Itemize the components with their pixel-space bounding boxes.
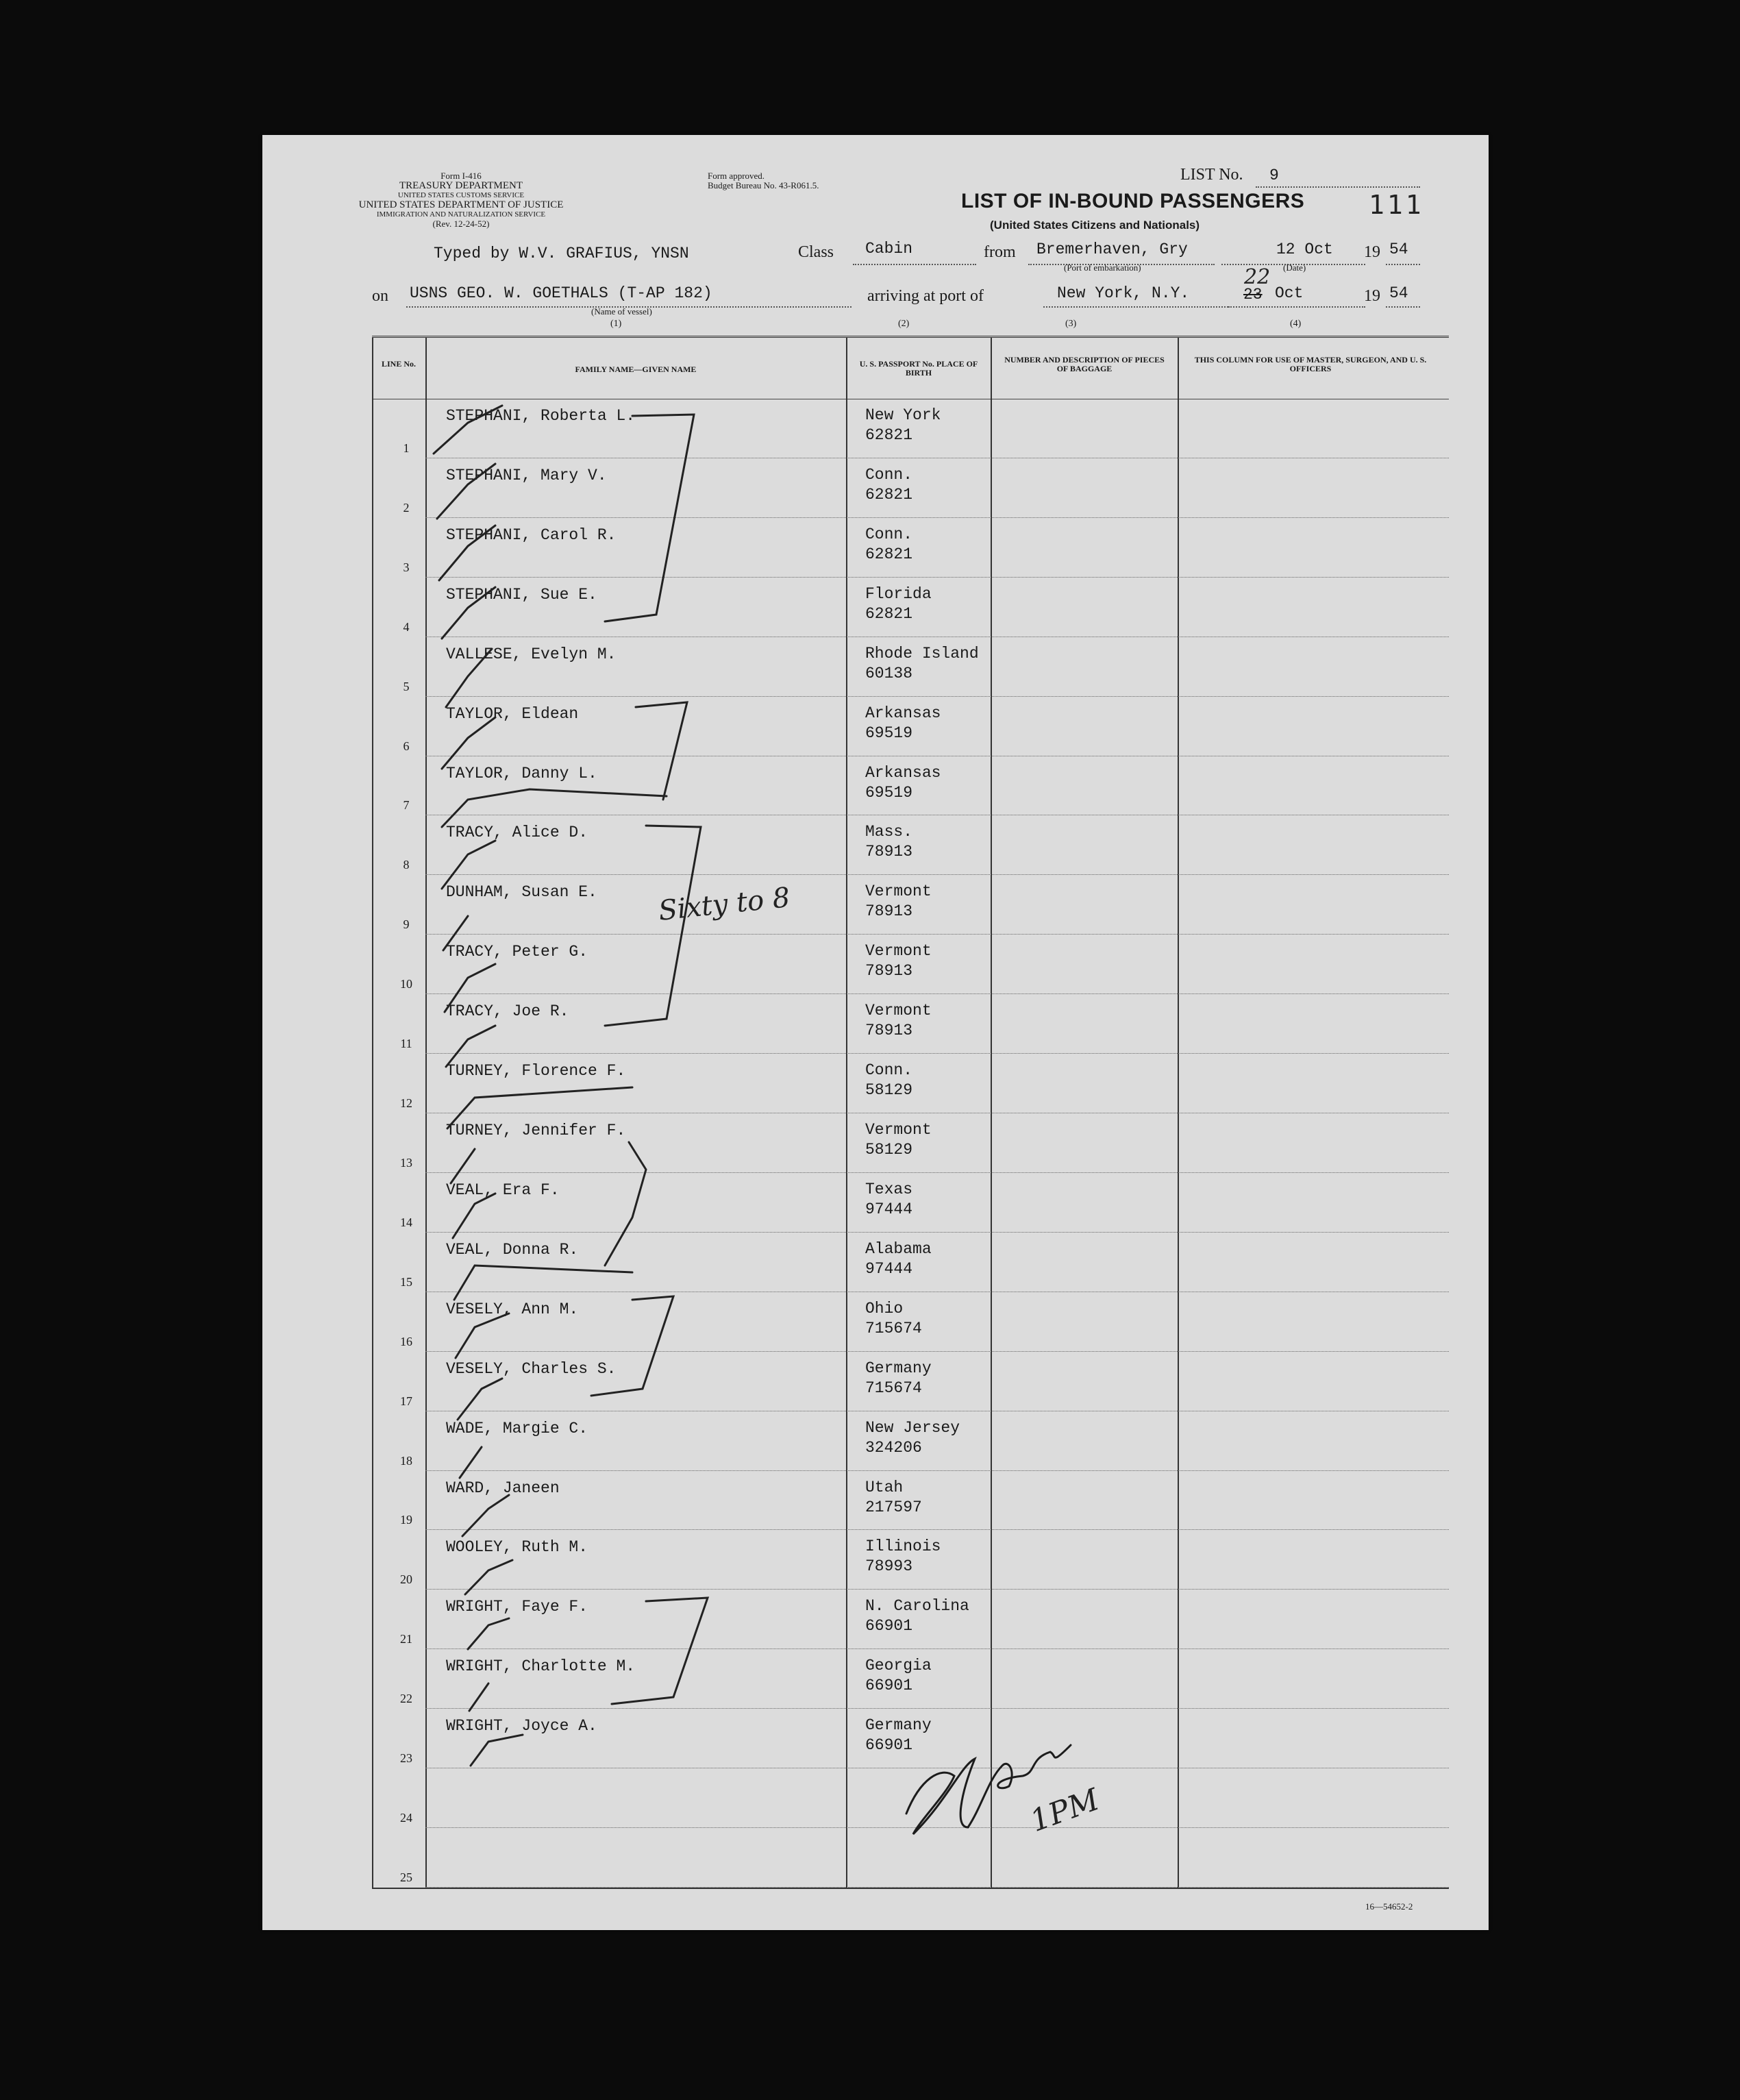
embark-caption: (Port of embarkation) [1064, 262, 1141, 273]
class-value: Cabin [865, 240, 913, 258]
departure-date: 12 Oct [1276, 240, 1333, 258]
passport-number: 715674 [865, 1319, 922, 1337]
passport-number: 62821 [865, 426, 913, 444]
manifest-page [262, 135, 1489, 1930]
col-num-3: (3) [1065, 319, 1077, 329]
passenger-name: WARD, Janeen [446, 1479, 560, 1497]
passenger-name: STEPHANI, Mary V. [446, 466, 607, 484]
form-number: Form I-416 [440, 171, 482, 181]
line-number: 8 [403, 858, 410, 872]
depart-year-prefix: 19 [1364, 243, 1380, 261]
passport-number: 97444 [865, 1200, 913, 1218]
passenger-name: TURNEY, Jennifer F. [446, 1122, 626, 1140]
place-of-birth: Arkansas [865, 704, 941, 722]
passport-number: 62821 [865, 485, 913, 504]
passenger-name: WOOLEY, Ruth M. [446, 1538, 588, 1557]
passport-number: 62821 [865, 545, 913, 563]
passenger-name: TRACY, Alice D. [446, 824, 588, 842]
passport-number: 217597 [865, 1498, 922, 1516]
col-num-4: (4) [1290, 319, 1302, 329]
line-number: 11 [400, 1037, 412, 1051]
place-of-birth: Vermont [865, 1121, 932, 1139]
line-number: 6 [403, 739, 410, 753]
passport-number: 78993 [865, 1557, 913, 1576]
class-label: Class [798, 243, 834, 261]
header-baggage: NUMBER AND DESCRIPTION OF PIECES OF BAGGAGE [1004, 355, 1165, 373]
passport-number: 58129 [865, 1081, 913, 1100]
passenger-name: DUNHAM, Susan E. [446, 883, 597, 902]
form-title: LIST OF IN-BOUND PASSENGERS [961, 190, 1305, 212]
passport-number: 69519 [865, 724, 913, 742]
revision: (Rev. 12-24-52) [432, 219, 490, 229]
place-of-birth: Germany [865, 1359, 932, 1377]
handwritten-marks [262, 135, 1489, 1930]
place-of-birth: Conn. [865, 1061, 913, 1080]
passport-number: 97444 [865, 1259, 913, 1278]
list-number: 9 [1269, 166, 1279, 184]
place-of-birth: Arkansas [865, 763, 941, 782]
place-of-birth: Conn. [865, 525, 913, 543]
line-number: 3 [403, 560, 410, 574]
form-approved: Form approved. [708, 171, 765, 181]
line-number: 13 [400, 1155, 412, 1170]
arrival-year: 54 [1389, 284, 1408, 302]
passport-number: 715674 [865, 1379, 922, 1397]
line-number: 14 [400, 1215, 412, 1229]
vessel-caption: (Name of vessel) [591, 306, 652, 317]
line-number: 1 [403, 441, 410, 455]
passenger-name: STEPHANI, Sue E. [446, 585, 597, 604]
passport-number: 66901 [865, 1617, 913, 1635]
passport-number: 324206 [865, 1438, 922, 1457]
form-subtitle: (United States Citizens and Nationals) [990, 219, 1200, 232]
passenger-name: VESELY, Ann M. [446, 1300, 579, 1318]
line-number: 18 [400, 1453, 412, 1468]
time-note: 1PM [1026, 1781, 1104, 1840]
line-number: 19 [400, 1513, 412, 1527]
line-number: 17 [400, 1394, 412, 1408]
place-of-birth: New Jersey [865, 1418, 960, 1437]
passenger-name: VESELY, Charles S. [446, 1359, 617, 1378]
header-name: FAMILY NAME—GIVEN NAME [575, 365, 697, 374]
line-number: 9 [403, 917, 410, 932]
passport-number: 78913 [865, 902, 913, 921]
place-of-birth: Conn. [865, 465, 913, 484]
place-of-birth: Georgia [865, 1657, 932, 1675]
passenger-name: TRACY, Peter G. [446, 943, 588, 961]
passenger-name: WRIGHT, Joyce A. [446, 1717, 597, 1735]
passenger-name: TRACY, Joe R. [446, 1002, 569, 1021]
place-of-birth: Rhode Island [865, 644, 979, 663]
line-number: 2 [403, 500, 410, 515]
arriving-label: arriving at port of [867, 287, 984, 305]
line-number: 4 [403, 619, 410, 634]
place-of-birth: Vermont [865, 882, 932, 901]
place-of-birth: Mass. [865, 823, 913, 841]
place-of-birth: New York [865, 406, 941, 424]
passenger-name: WRIGHT, Charlotte M. [446, 1657, 636, 1676]
passport-number: 58129 [865, 1141, 913, 1159]
passenger-name: TAYLOR, Eldean [446, 704, 579, 723]
justice-dept: UNITED STATES DEPARTMENT OF JUSTICE [358, 199, 564, 210]
budget-bureau: Budget Bureau No. 43-R061.5. [708, 180, 819, 190]
passenger-name: TAYLOR, Danny L. [446, 764, 597, 782]
customs-service: UNITED STATES CUSTOMS SERVICE [397, 191, 525, 199]
line-number: 23 [400, 1751, 412, 1766]
header-officers: THIS COLUMN FOR USE OF MASTER, SURGEON, AND U. S. OFFICERS [1194, 355, 1427, 373]
page-number: 111 [1369, 190, 1424, 220]
place-of-birth: Vermont [865, 942, 932, 961]
depart-year: 54 [1389, 240, 1408, 258]
col-num-1: (1) [610, 319, 622, 329]
place-of-birth: Utah [865, 1478, 904, 1496]
line-number: 25 [400, 1870, 412, 1884]
line-number: 16 [400, 1334, 412, 1348]
line-number: 22 [400, 1692, 412, 1706]
header-passport: U. S. PASSPORT No. PLACE OF BIRTH [859, 359, 978, 378]
treasury-dept: TREASURY DEPARTMENT [399, 180, 523, 191]
line-number: 10 [400, 977, 412, 991]
place-of-birth: Ohio [865, 1299, 904, 1318]
line-number: 21 [400, 1632, 412, 1646]
passport-number: 66901 [865, 1736, 913, 1755]
line-number: 5 [403, 679, 410, 693]
passport-number: 66901 [865, 1677, 913, 1695]
arrival-day-handwritten: 22 [1244, 265, 1271, 289]
port-embarkation: Bremerhaven, Gry [1036, 240, 1188, 258]
passport-number: 62821 [865, 604, 913, 623]
arrival-port: New York, N.Y. [1057, 284, 1190, 302]
list-label: LIST No. [1180, 166, 1243, 184]
passenger-name: WRIGHT, Faye F. [446, 1598, 588, 1616]
place-of-birth: Florida [865, 584, 932, 603]
place-of-birth: Illinois [865, 1537, 941, 1556]
passenger-name: TURNEY, Florence F. [446, 1062, 626, 1080]
passport-number: 78913 [865, 962, 913, 980]
typed-by: Typed by W.V. GRAFIUS, YNSN [434, 245, 689, 262]
passport-number: 78913 [865, 843, 913, 861]
from-label: from [984, 243, 1016, 261]
place-of-birth: Alabama [865, 1239, 932, 1258]
date-caption: (Date) [1283, 262, 1306, 273]
passenger-name: WADE, Margie C. [446, 1419, 588, 1437]
passenger-name: VEAL, Era F. [446, 1181, 560, 1199]
line-number: 20 [400, 1572, 412, 1587]
place-of-birth: Germany [865, 1716, 932, 1735]
passport-number: 69519 [865, 783, 913, 802]
passenger-name: STEPHANI, Roberta L. [446, 407, 636, 425]
arrival-year-prefix: 19 [1364, 287, 1380, 305]
vessel-name: USNS GEO. W. GOETHALS (T-AP 182) [410, 284, 712, 302]
form-footer-code: 16—54652-2 [1365, 1901, 1413, 1912]
line-number: 12 [400, 1096, 412, 1111]
arrival-month: Oct [1275, 284, 1304, 302]
passenger-name: STEPHANI, Carol R. [446, 526, 617, 544]
margin-note: Sixty to 8 [657, 882, 792, 927]
passenger-name: VALLESE, Evelyn M. [446, 645, 617, 663]
place-of-birth: Vermont [865, 1002, 932, 1020]
header-line-no: LINE No. [381, 359, 416, 369]
line-number: 7 [403, 798, 410, 813]
immigration-service: IMMIGRATION AND NATURALIZATION SERVICE [376, 210, 546, 219]
passport-number: 60138 [865, 664, 913, 682]
place-of-birth: Texas [865, 1180, 913, 1198]
passenger-name: VEAL, Donna R. [446, 1240, 579, 1259]
col-num-2: (2) [898, 319, 910, 329]
line-number: 24 [400, 1811, 412, 1825]
on-label: on [372, 287, 388, 305]
passport-number: 78913 [865, 1022, 913, 1040]
place-of-birth: N. Carolina [865, 1597, 969, 1616]
arrival-day-struck: 23 [1243, 286, 1263, 304]
line-number: 15 [400, 1274, 412, 1289]
